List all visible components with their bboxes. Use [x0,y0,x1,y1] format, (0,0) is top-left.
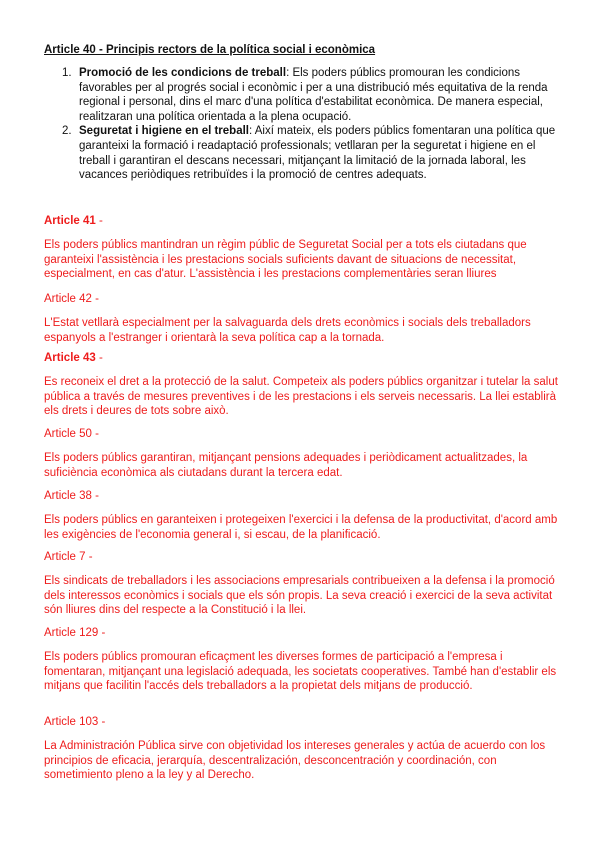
article-text: Els poders públics mantindran un règim públic de Seguretat Social per a tots els ciutadans que garanteixi l'assistència i les prestacions socials suficients davant de situacions de necessitat, especialment, en cas d'atur. L'assistència i les prestacions complementàries seran lliures [44,239,527,281]
article-text: Els poders públics en garanteixen i protegeixen l'exercici i la defensa de la productivitat, d'acord amb les exigències de l'economia general i, si escau, de la planificació. [44,514,558,541]
list-item-heading: Promoció de les condicions de treball [79,67,287,79]
list-item [44,124,564,182]
list-item-number: 1. [62,67,72,79]
article-heading: Article 43 - [44,352,103,364]
list-item-text: : Els poders públics promouran les condicions favorables per al progrés social i econòmic i per a una distribució més equitativa de la renda regional i personal, dins el marc d'una política d'estabilitat econòmica. De manera especial, realitzaran una política orientada a la plena ocupació. [79,67,548,123]
article-heading: Article 50 - [44,428,99,440]
article-text: Es reconeix el dret a la protecció de la salut. Competeix als poders públics organitzar i tutelar la salut pública a través de mesures preventives i de les prestacions i els serveis necessaris. La llei establirà els drets i deures de tots sobre això. [44,376,558,418]
document-title: Article 40 - Principis rectors de la política social i econòmica [44,44,376,56]
article-text: Els sindicats de treballadors i les associacions empresarials contribueixen a la defensa i la promoció dels interessos econòmics i socials que els són propis. La seva creació i exercici de la seva activitat són lliures dins del respecte a la Constitució i la llei. [44,575,555,617]
list-item [44,66,564,124]
list-item-heading: Seguretat i higiene en el treball [79,125,249,138]
article-heading: Article 38 - [44,490,99,502]
article-text: L'Estat vetllarà especialment per la salvaguarda dels drets econòmics i socials dels treballadors espanyols a l'estranger i orientarà la seva política cap a la tornada. [44,317,531,344]
article-heading: Article 7 - [44,551,93,563]
article-text: Els poders públics promouran eficaçment les diverses formes de participació a l'empresa i fomentaran, mitjançant una legislació adequada, les societats cooperatives. També han d'establir els mitjans que facilitin l'accés dels treballadors a la propietat dels mitjans de producció. [44,651,557,693]
article-heading: Article 129 - [44,627,106,639]
article-heading: Article 41 - [44,215,103,227]
article-heading: Article 42 - [44,293,99,305]
article-heading: Article 103 - [44,716,106,728]
list-item-number: 2. [62,125,72,138]
list-item-text: : Així mateix, els poders públics fomentaran una política que garanteixi la formació i readaptació professionals; vetllaran per la seguretat i higiene en el treball i garantiran el descans necessari, mitjançant la limitació de la jornada laboral, les vacances periòdiques retribuïdes i la promoció de centres adequats. [79,125,556,182]
article-text: La Administración Pública sirve con objetividad los intereses generales y actúa de acuerdo con los principios de eficacia, jerarquía, descentralización, desconcentración y coordinación, con sometimiento pleno a la ley y al Derecho. [44,740,546,782]
article-text: Els poders públics garantiran, mitjançant pensions adequades i periòdicament actualitzades, la suficiència econòmica als ciutadans durant la tercera edat. [44,452,528,479]
principles-list [44,66,564,183]
